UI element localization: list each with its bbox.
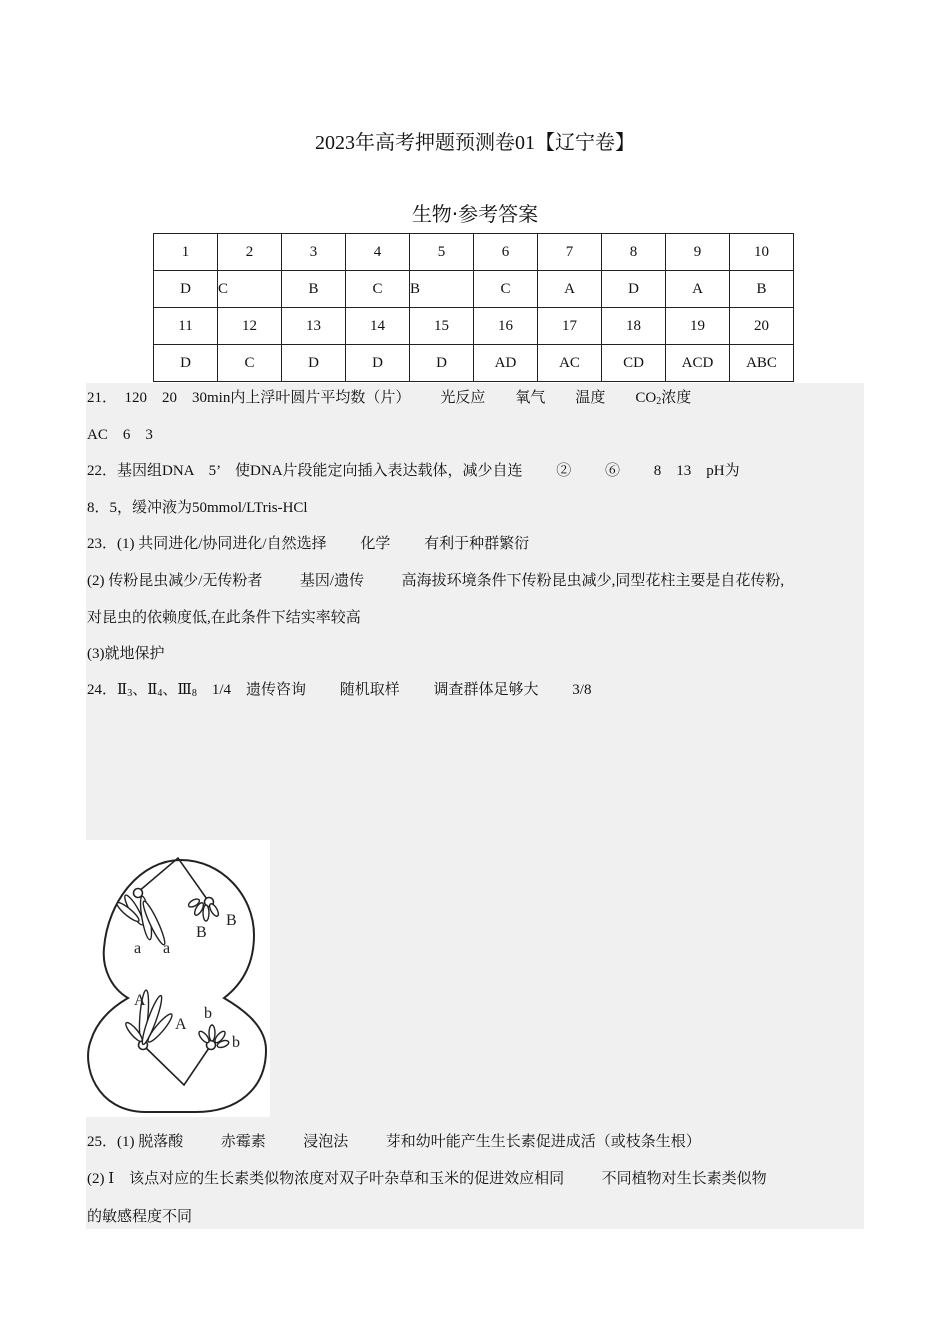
cell-membrane — [88, 860, 266, 1112]
co2-subscript: 2 — [656, 396, 662, 407]
table-row — [154, 234, 794, 271]
table-cell: B — [410, 271, 474, 308]
table-row — [154, 308, 794, 345]
table-cell: 3 — [282, 234, 346, 271]
cell-division-svg — [86, 840, 270, 1117]
table-cell: 13 — [282, 308, 346, 345]
q24-text: 、Ⅲ — [162, 682, 192, 698]
q23-answer-line-1: 23．(1) 共同进化/协同进化/自然选择 化学 有利于种群繁衍 — [87, 536, 530, 552]
table-cell: AC — [538, 345, 602, 382]
allele-label: A — [175, 1016, 187, 1033]
table-cell: C — [474, 271, 538, 308]
table-cell: 19 — [666, 308, 730, 345]
table-cell: D — [154, 271, 218, 308]
table-cell: 1 — [154, 234, 218, 271]
table-cell: 11 — [154, 308, 218, 345]
allele-label: a — [134, 940, 142, 957]
table-cell: C — [346, 271, 410, 308]
table-row — [154, 345, 794, 382]
allele-label: b — [232, 1034, 240, 1051]
table-cell: 10 — [730, 234, 794, 271]
q21-text-b: 浓度 — [661, 390, 692, 406]
page-title: 2023年高考押题预测卷01【辽宁卷】 — [315, 132, 635, 154]
allele-label: A — [134, 992, 146, 1009]
q24-subscript: 4 — [157, 688, 163, 699]
q23-answer-line-2: (2) 传粉昆虫减少/无传粉者 基因/遗传 高海拔环境条件下传粉昆虫减少,同型花柱主要是自花传粉, — [87, 573, 785, 589]
answer-table — [153, 233, 794, 382]
table-cell: A — [666, 271, 730, 308]
allele-label: B — [226, 912, 237, 929]
allele-label: b — [204, 1005, 212, 1022]
table-cell: 4 — [346, 234, 410, 271]
table-cell: ACD — [666, 345, 730, 382]
table-cell: B — [730, 271, 794, 308]
table-cell: 14 — [346, 308, 410, 345]
q24-text: 、Ⅱ — [132, 682, 158, 698]
table-cell: D — [410, 345, 474, 382]
table-cell: ABC — [730, 345, 794, 382]
table-cell: D — [154, 345, 218, 382]
q24-text: 24．Ⅱ — [87, 682, 128, 698]
q21-answer-line-1 — [87, 388, 691, 412]
table-cell: CD — [602, 345, 666, 382]
table-cell: 5 — [410, 234, 474, 271]
table-cell: C — [218, 345, 282, 382]
q24-subscript: 8 — [191, 688, 197, 699]
table-cell: 12 — [218, 308, 282, 345]
table-cell: 15 — [410, 308, 474, 345]
table-cell: A — [538, 271, 602, 308]
table-cell: 20 — [730, 308, 794, 345]
q22-answer-line-1: 22．基因组DNA 5’ 使DNA片段能定向插入表达载体，减少自连 ② ⑥ 8 13 pH为 — [87, 463, 740, 479]
cell-division-diagram — [86, 840, 270, 1117]
table-cell: 9 — [666, 234, 730, 271]
q23-answer-line-4: (3)就地保护 — [87, 646, 165, 662]
allele-label: B — [196, 924, 207, 941]
q25-answer-line-3: 的敏感程度不同 — [87, 1209, 193, 1225]
q25-answer-line-2: (2) Ⅰ 该点对应的生长素类似物浓度对双子叶杂草和玉米的促进效应相同 不同植物对生长素类似物 — [87, 1171, 767, 1187]
table-cell: D — [602, 271, 666, 308]
q21-answer-line-2: AC 6 3 — [87, 427, 153, 443]
table-cell: 17 — [538, 308, 602, 345]
page-subtitle: 生物·参考答案 — [411, 202, 539, 226]
allele-label: a — [163, 940, 171, 957]
table-cell: 7 — [538, 234, 602, 271]
table-cell: 18 — [602, 308, 666, 345]
table-cell: AD — [474, 345, 538, 382]
table-cell: 6 — [474, 234, 538, 271]
q22-answer-line-2: 8．5，缓冲液为50mmol/LTris-HCl — [87, 500, 308, 516]
table-row — [154, 271, 794, 308]
centrosome-upper-left — [134, 889, 143, 898]
table-cell: 8 — [602, 234, 666, 271]
table-cell: 16 — [474, 308, 538, 345]
table-cell: C — [218, 271, 282, 308]
q23-answer-line-3: 对昆虫的依赖度低,在此条件下结实率较高 — [87, 610, 361, 626]
q21-text-a: 21． 120 20 30min内上浮叶圆片平均数（片） 光反应 氧气 温度 CO — [87, 390, 657, 406]
table-cell: 2 — [218, 234, 282, 271]
q24-subscript: 3 — [127, 688, 133, 699]
table-cell: B — [282, 271, 346, 308]
q24-text: 1/4 遗传咨询 随机取样 调查群体足够大 3/8 — [196, 682, 592, 698]
table-cell: D — [346, 345, 410, 382]
table-cell: D — [282, 345, 346, 382]
q24-answer-line — [87, 680, 591, 704]
q25-answer-line-1: 25．(1) 脱落酸 赤霉素 浸泡法 芽和幼叶能产生生长素促进成活（或枝条生根） — [87, 1134, 701, 1150]
